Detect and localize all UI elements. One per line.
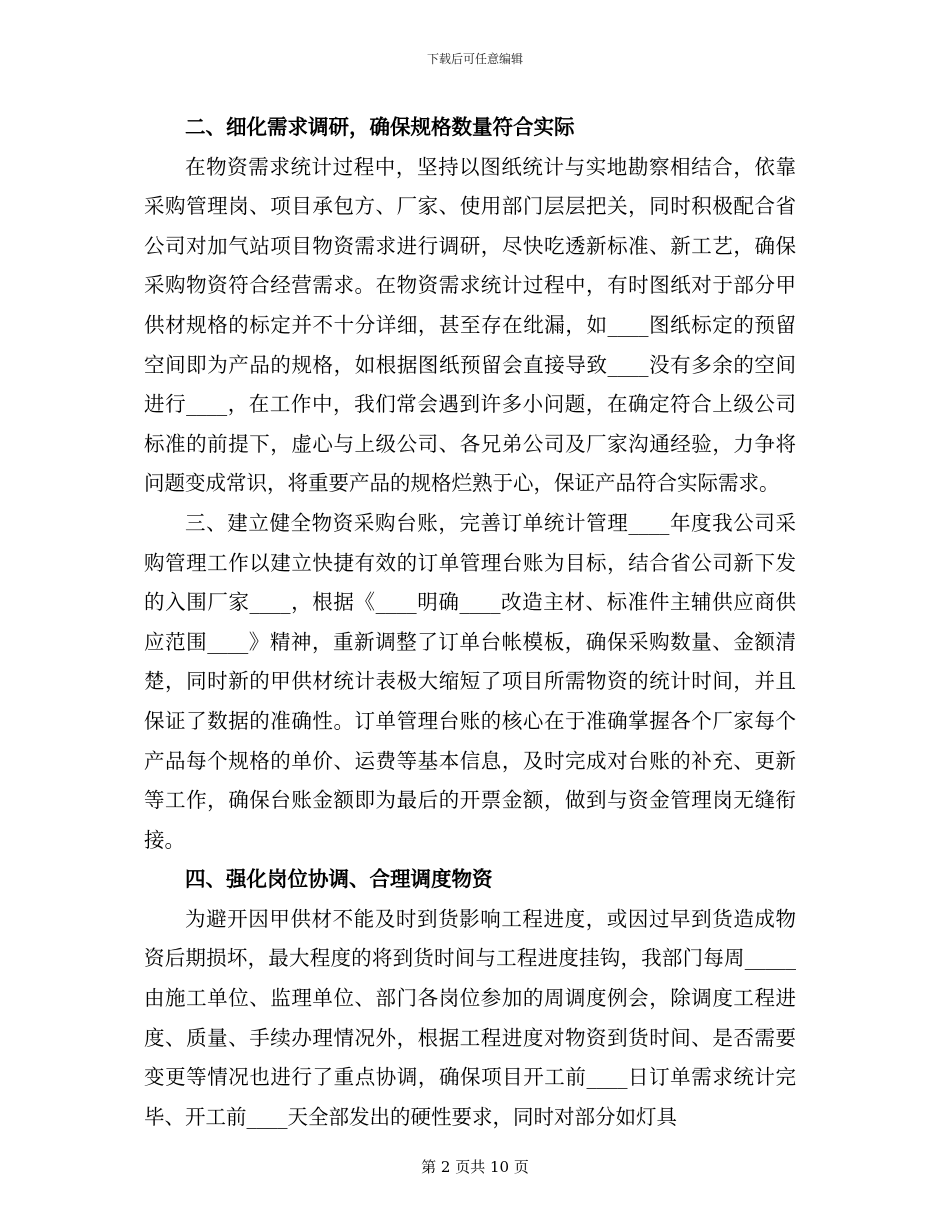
page-footer: 第 2 页共 10 页 xyxy=(421,1158,529,1176)
section-heading-4: 四、强化岗位协调、合理调度物资 xyxy=(185,867,493,892)
page-header: 下载后可任意编辑 xyxy=(426,52,523,66)
paragraph-section-3: 三、建立健全物资采购台账，完善订单统计管理____年度我公司采购管理工作以建立快捷有效的订单管理台账为目标，结合省公司新下发的入围厂家____，根据《____明确____改造主材、标准件主辅供应商供应范围____》精神，重新调整了订单台帐模板，确保采购数量、金额清楚，同时新的甲供材统计表极大缩短了项目所需物资的统计时间，并且保证了数据的准确性。订单管理台账的核心在于准确掌握各个厂家每个产品每个规格的单价、运费等基本信息，及时完成对台账的补充、更新等工作，确保台账金额即为最后的开票金额，做到与资金管理岗无缝衔接。 xyxy=(144,510,796,852)
paragraph-section-4: 为避开因甲供材不能及时到货影响工程进度，或因过早到货造成物资后期损坏，最大程度的将到货时间与工程进度挂钩，我部门每周_____由施工单位、监理单位、部门各岗位参加的周调度例会，除调度工程进度、质量、手续办理情况外，根据工程进度对物资到货时间、是否需要变更等情况也进行了重点协调，确保项目开工前____日订单需求统计完毕、开工前____天全部发出的硬性要求，同时对部分如灯具 xyxy=(144,906,796,1129)
section-heading-2: 二、细化需求调研，确保规格数量符合实际 xyxy=(185,115,575,139)
paragraph-section-2: 在物资需求统计过程中，坚持以图纸统计与实地勘察相结合，依靠采购管理岗、项目承包方、厂家、使用部门层层把关，同时积极配合省公司对加气站项目物资需求进行调研，尽快吃透新标准、新工艺，确保采购物资符合经营需求。在物资需求统计过程中，有时图纸对于部分甲供材规格的标定并不十分详细，甚至存在纰漏，如____图纸标定的预留空间即为产品的规格，如根据图纸预留会直接导致____没有多余的空间进行____，在工作中，我们常会遇到许多小问题，在确定符合上级公司标准的前提下，虚心与上级公司、各兄弟公司及厂家沟通经验，力争将问题变成常识，将重要产品的规格烂熟于心，保证产品符合实际需求。 xyxy=(144,154,796,496)
document-body xyxy=(144,108,796,1137)
